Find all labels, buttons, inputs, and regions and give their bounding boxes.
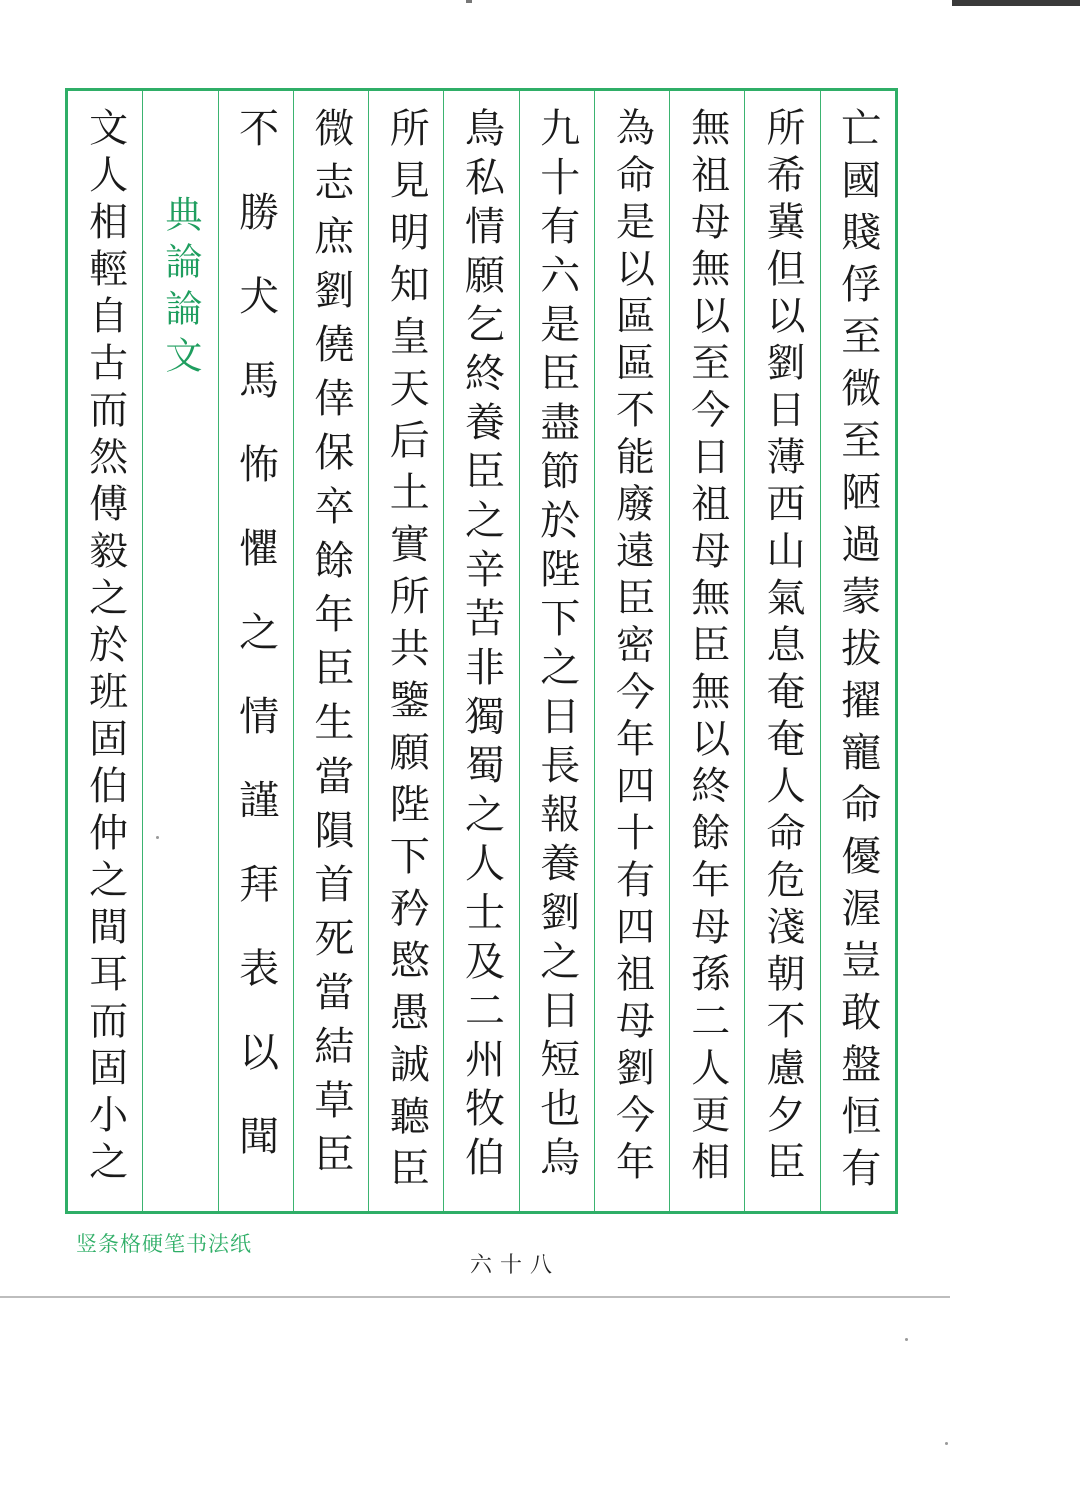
column-text: 微志庶劉僥倖保卒餘年臣生當隕首死當結草臣: [307, 107, 354, 1187]
column-8: [294, 91, 369, 1211]
column-text: 文人相輕自古而然傅毅之於班固伯仲之間耳而固小之: [82, 107, 128, 1188]
column-text: 鳥私情願乞終養臣之辛苦非獨蜀之人士及二州牧伯: [458, 107, 505, 1185]
column-11: [68, 91, 143, 1211]
column-6: [444, 91, 519, 1211]
scan-edge-line: [0, 1296, 950, 1298]
column-text: 所希冀但以劉日薄西山氣息奄奄人命危淺朝不慮夕臣: [760, 107, 806, 1188]
column-text: 亡國賤俘至微至陋過蒙拔擢寵命優渥豈敢盤恒有: [834, 107, 881, 1199]
column-1: [821, 91, 895, 1211]
column-7: [369, 91, 444, 1211]
column-text: 九十有六是臣盡節於陛下之日長報養劉之日短也烏: [533, 107, 580, 1185]
paper-type-label: 竖条格硬笔书法纸: [76, 1232, 252, 1256]
column-4: [595, 91, 670, 1211]
page-number: 六十八: [470, 1253, 561, 1278]
column-10-title: [143, 91, 218, 1211]
scan-speck: [156, 836, 159, 839]
column-2: [745, 91, 820, 1211]
column-9: [219, 91, 294, 1211]
scan-mark: [466, 0, 472, 3]
column-text: 為命是以區區不能廢遠臣密今年四十有四祖母劉今年: [609, 107, 655, 1188]
column-text: 無祖母無以至今日祖母無臣無以終餘年母孫二人更相: [684, 107, 730, 1188]
scan-speck: [945, 1442, 948, 1445]
column-text: 不勝犬馬怖懼之情謹拜表以聞: [232, 107, 279, 1199]
section-title: 典論論文: [158, 195, 202, 383]
column-text: 所見明知皇天后土實所共鑒願陛下矜愍愚誠聽臣: [383, 107, 430, 1199]
scan-edge-shadow: [952, 0, 1080, 6]
column-5: [520, 91, 595, 1211]
column-3: [670, 91, 745, 1211]
scan-speck: [905, 1338, 908, 1341]
calligraphy-grid-sheet: [65, 88, 898, 1214]
